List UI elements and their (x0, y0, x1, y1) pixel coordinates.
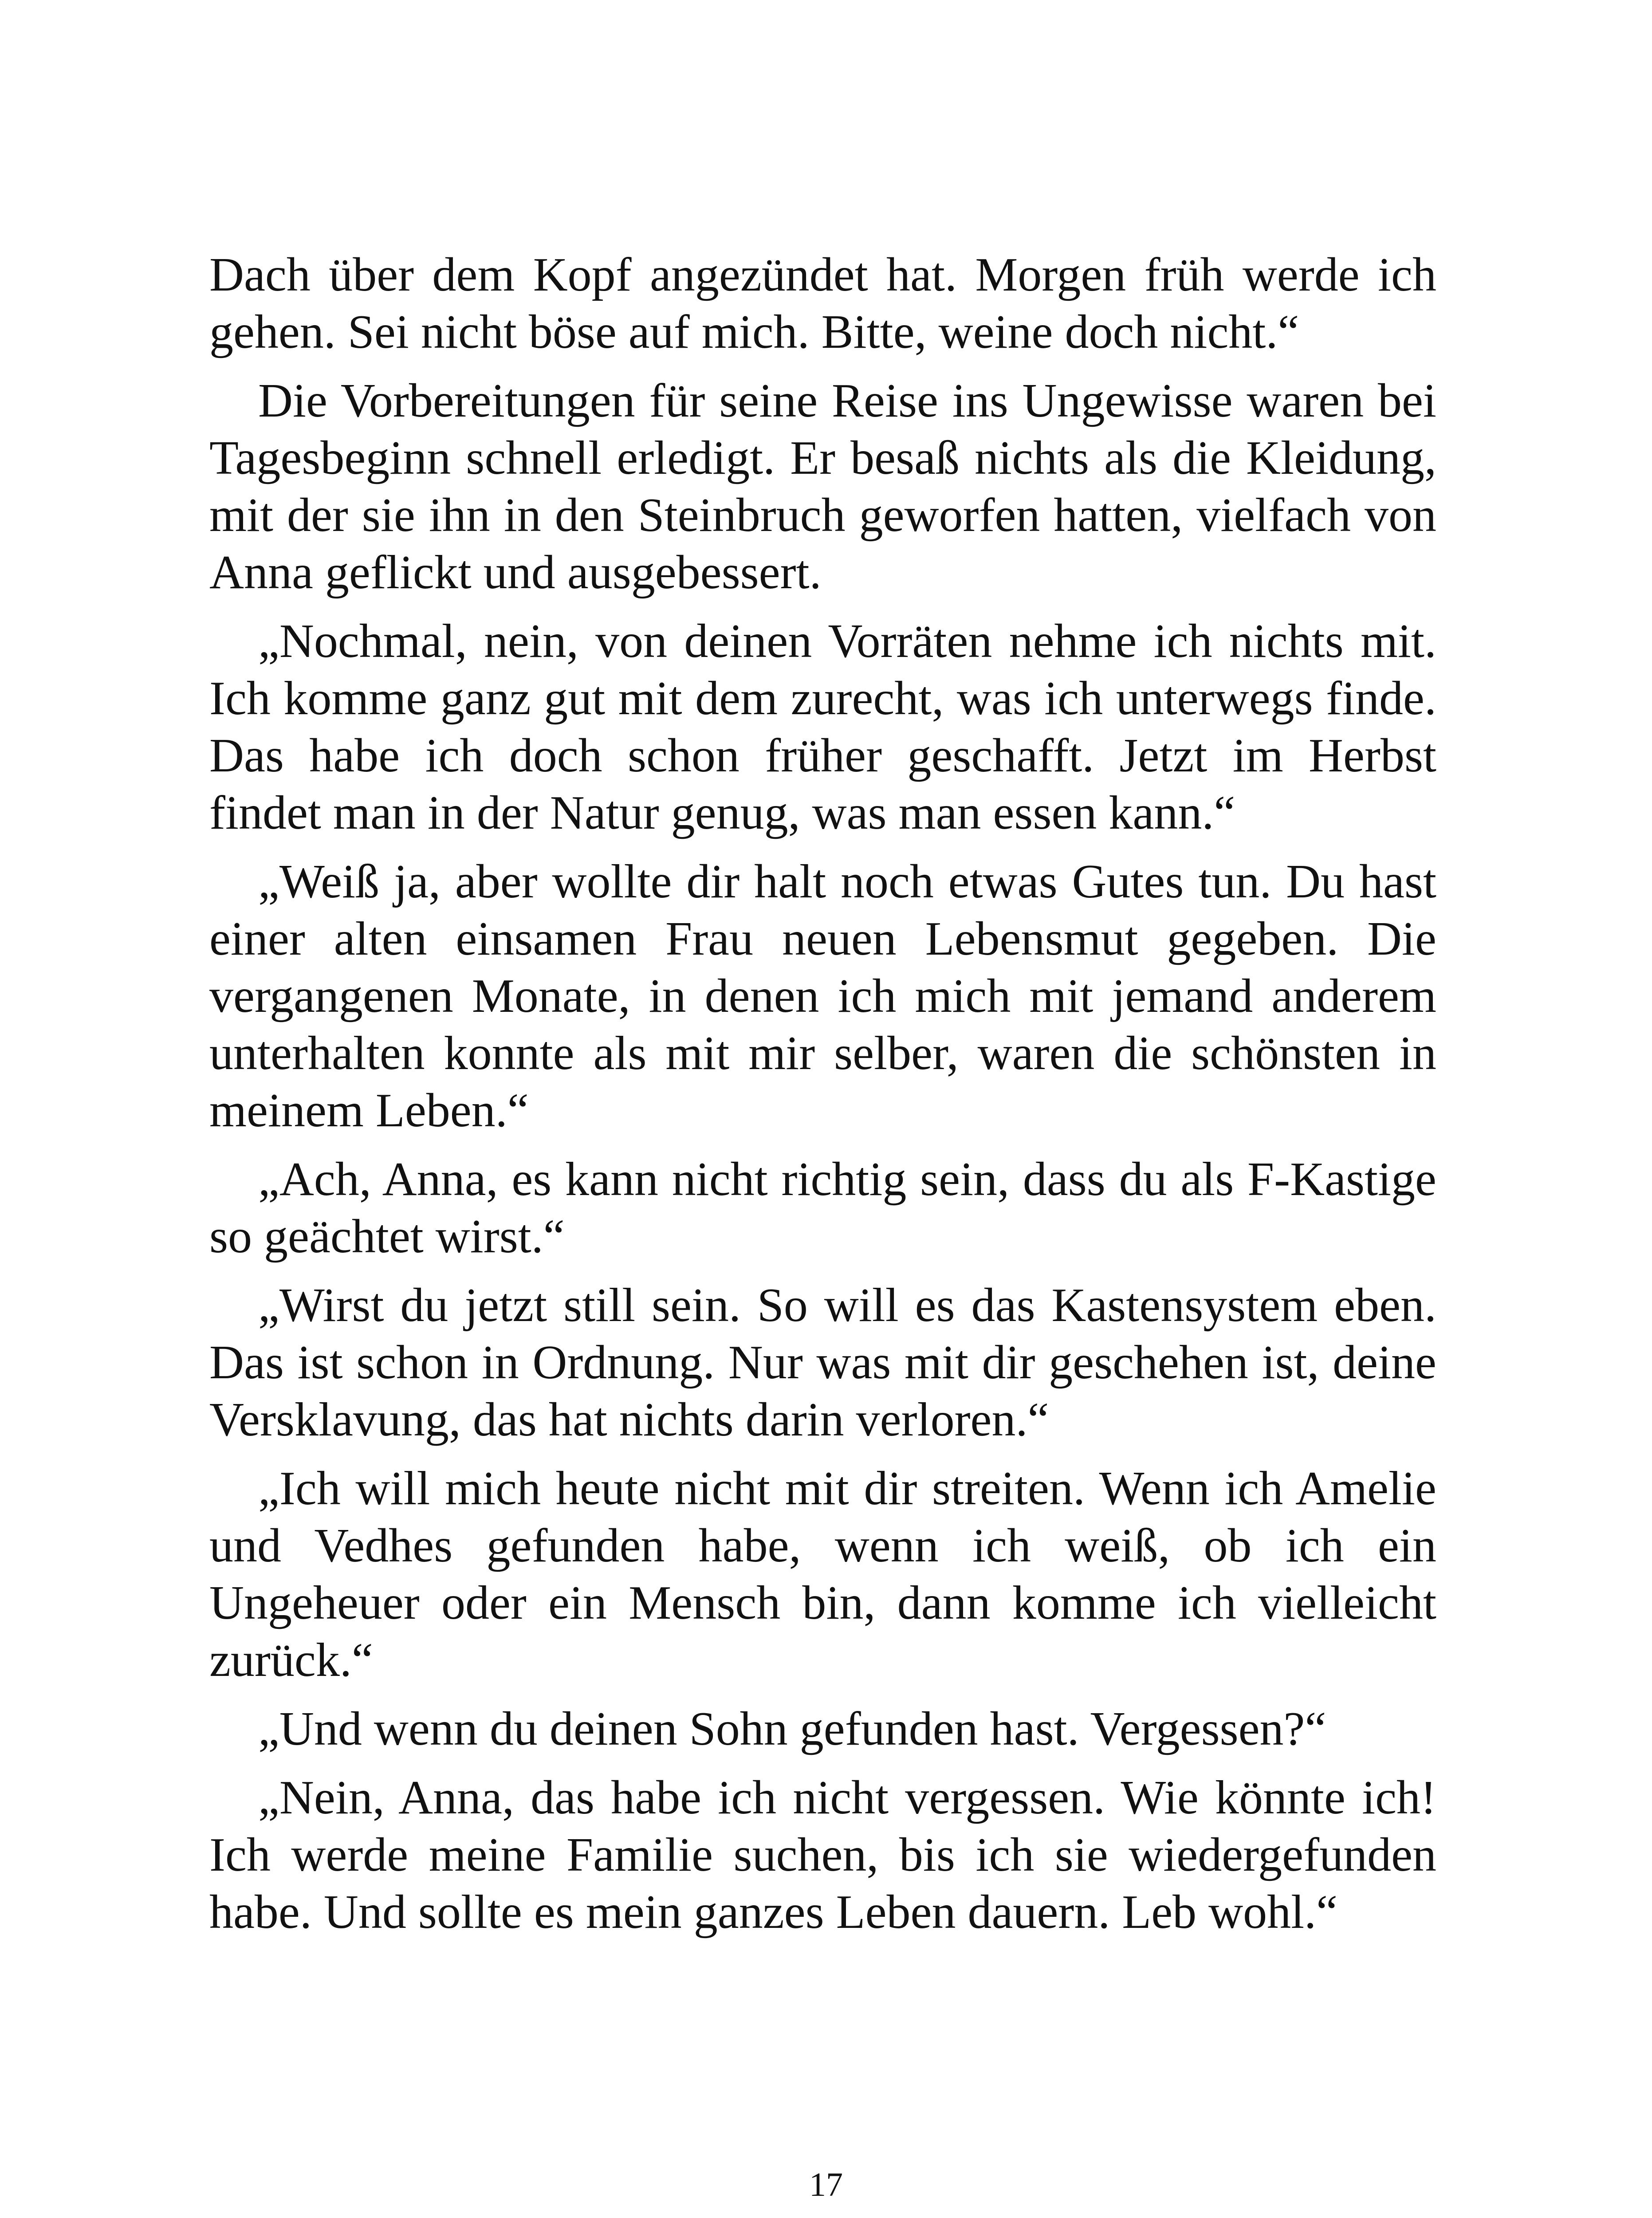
paragraph: „Weiß ja, aber wollte dir halt noch etwas Gutes tun. Du hast einer alten einsamen Frau neuen Lebensmut gegeben. Die vergangenen Monate, in denen ich mich mit jemand anderem unterhalten konnte als mit mir selber, waren die schönsten in meinem Leben.“ (209, 855, 1436, 1137)
paragraph: „Ach, Anna, es kann nicht richtig sein, dass du als F-Kastige so geächtet wirst.“ (209, 1153, 1436, 1263)
paragraph: „Und wenn du deinen Sohn gefunden hast. Vergessen?“ (258, 1703, 1326, 1755)
paragraph: „Wirst du jetzt still sein. So will es das Kastensystem eben. Das ist schon in Ordnung. Nur was mit dir geschehen ist, deine Versklavung, das hat nichts darin verloren.“ (209, 1279, 1436, 1446)
paragraph: „Ich will mich heute nicht mit dir streiten. Wenn ich Amelie und Vedhes gefunden habe, wenn ich weiß, ob ich ein Ungeheuer oder ein Mensch bin, dann komme ich vielleicht zurück.“ (209, 1462, 1436, 1687)
paragraph: Die Vorbereitungen für seine Reise ins Ungewisse waren bei Tagesbeginn schnell erledigt. Er besaß nichts als die Kleidung, mit der sie ihn in den Steinbruch geworfen hatten, vielfach von Anna geflickt und ausgebessert. (209, 374, 1436, 599)
paragraph: „Nein, Anna, das habe ich nicht vergessen. Wie könnte ich! Ich werde meine Familie suchen, bis ich sie wiedergefunden habe. Und sollte es mein ganzes Leben dauern. Leb wohl.“ (209, 1771, 1436, 1939)
paragraph: „Nochmal, nein, von deinen Vorräten nehme ich nichts mit. Ich komme ganz gut mit dem zurecht, was ich unterwegs finde. Das habe ich doch schon früher geschafft. Jetzt im Herbst findet man in der Natur genug, was man essen kann.“ (209, 615, 1436, 839)
paragraph: Dach über dem Kopf angezündet hat. Morgen früh werde ich gehen. Sei nicht böse auf mich. Bitte, weine doch nicht.“ (209, 248, 1436, 358)
body-text (209, 246, 1436, 1952)
page-number: 17 (809, 2166, 843, 2203)
